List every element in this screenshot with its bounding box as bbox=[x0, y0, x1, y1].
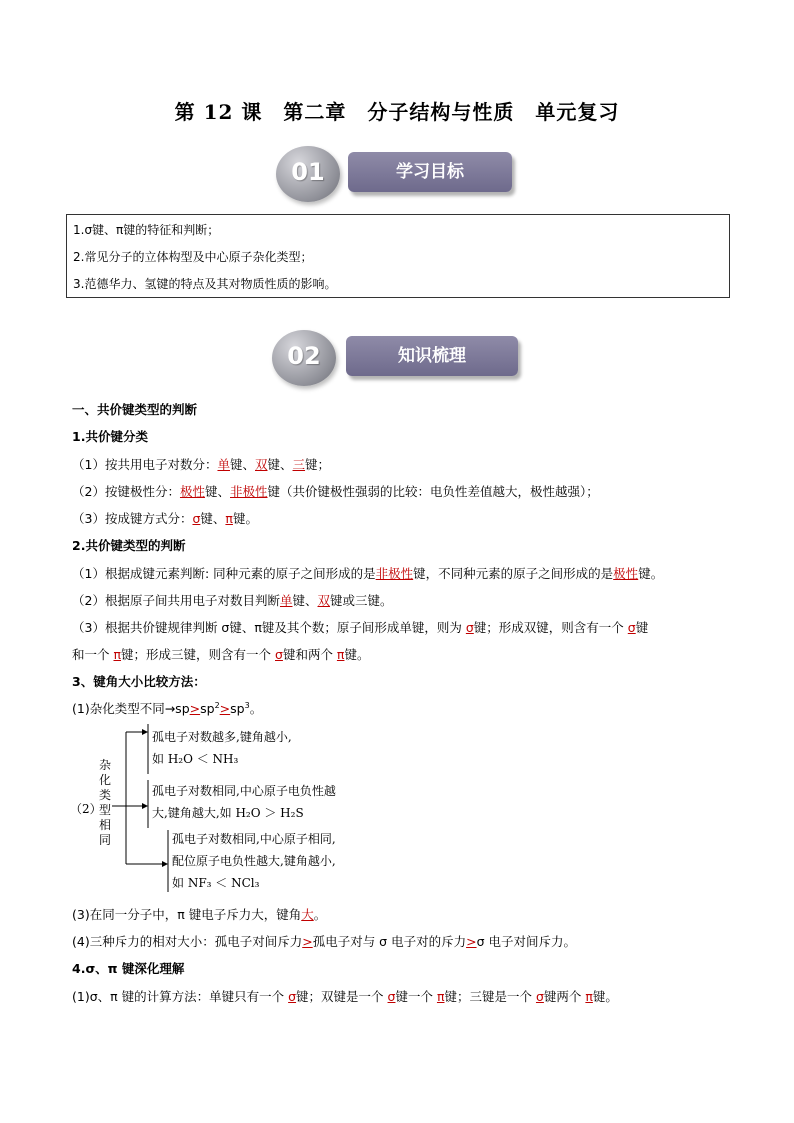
branch-1-line-2: 如 H₂O ＜ NH₃ bbox=[152, 752, 239, 766]
badge-number: 02 bbox=[287, 342, 321, 370]
branch-2-line-2: 大,键角越大,如 H₂O ＞ H₂S bbox=[152, 806, 304, 820]
heading-1-3: 3、键角大小比较方法： bbox=[72, 674, 206, 689]
text-line: (1)杂化类型不同$\to sp>sp^2>sp^3$。 bbox=[72, 700, 263, 716]
diagram-label: （2） bbox=[70, 802, 102, 816]
text-line: （1）按共用电子对数分：单键、双键、三键； bbox=[72, 457, 331, 472]
branch-2-line-1: 孤电子对数相同,中心原子电负性越 bbox=[152, 784, 336, 798]
goal-item: 2.常见分子的立体构型及中心原子杂化类型； bbox=[73, 250, 313, 264]
heading-1: 一、共价键类型的判断 bbox=[72, 402, 198, 417]
badge-number: 01 bbox=[291, 158, 325, 186]
heading-1-4: 4.σ、π 键深化理解 bbox=[72, 961, 185, 976]
goals-box bbox=[66, 214, 730, 298]
text-line: 和一个 π键；形成三键，则含有一个 σ键和两个 π键。 bbox=[72, 647, 370, 662]
branch-3-line-2: 配位原子电负性越大,键角越小, bbox=[172, 854, 336, 868]
bond-angle-diagram bbox=[66, 722, 406, 898]
text-line: （3）根据共价键规律判断 σ键、π键及其个数；原子间形成单键，则为 σ键；形成双键，则含有一个 σ键 bbox=[72, 620, 649, 635]
branch-1-line-1: 孤电子对数越多,键角越小, bbox=[152, 730, 292, 744]
heading-1-1: 1.共价键分类 bbox=[72, 429, 148, 444]
text-line: (4)三种斥力的相对大小：孤电子对间斥力>孤电子对与 σ 电子对的斥力>σ 电子对间斥力。 bbox=[72, 934, 576, 949]
page-title: 第 12 课 第二章 分子结构与性质 单元复习 bbox=[174, 100, 620, 124]
section-badge-knowledge bbox=[272, 330, 522, 386]
heading-1-2: 2.共价键类型的判断 bbox=[72, 538, 186, 553]
text-line: （1）根据成键元素判断: 同种元素的原子之间形成的是非极性键，不同种元素的原子之间形成的是极性键。 bbox=[72, 566, 664, 581]
goal-item: 1.σ键、π键的特征和判断； bbox=[73, 223, 220, 237]
text-line: (3)在同一分子中，π 键电子斥力大，键角大。 bbox=[72, 907, 327, 922]
diagram-vertical-label: 杂 化 类 型 相 同 bbox=[98, 758, 111, 847]
text-line: (1)σ、π 键的计算方法：单键只有一个 σ键；双键是一个 σ键一个 π键；三键是一个 σ键两个 π键。 bbox=[72, 989, 618, 1004]
badge-label: 学习目标 bbox=[348, 152, 512, 192]
text-line: （2）按键极性分：极性键、非极性键（共价键极性强弱的比较：电负性差值越大，极性越强）； bbox=[72, 484, 599, 499]
section-badge-goals bbox=[276, 146, 516, 202]
branch-3-line-3: 如 NF₃ ＜ NCl₃ bbox=[172, 876, 260, 890]
text-line: （3）按成键方式分：σ键、π键。 bbox=[72, 511, 258, 526]
branch-3-line-1: 孤电子对数相同,中心原子相同, bbox=[172, 832, 336, 846]
text-line: （2）根据原子间共用电子对数目判断单键、双键或三键。 bbox=[72, 593, 393, 608]
badge-label: 知识梳理 bbox=[346, 336, 518, 376]
goal-item: 3.范德华力、氢键的特点及其对物质性质的影响。 bbox=[73, 277, 337, 291]
